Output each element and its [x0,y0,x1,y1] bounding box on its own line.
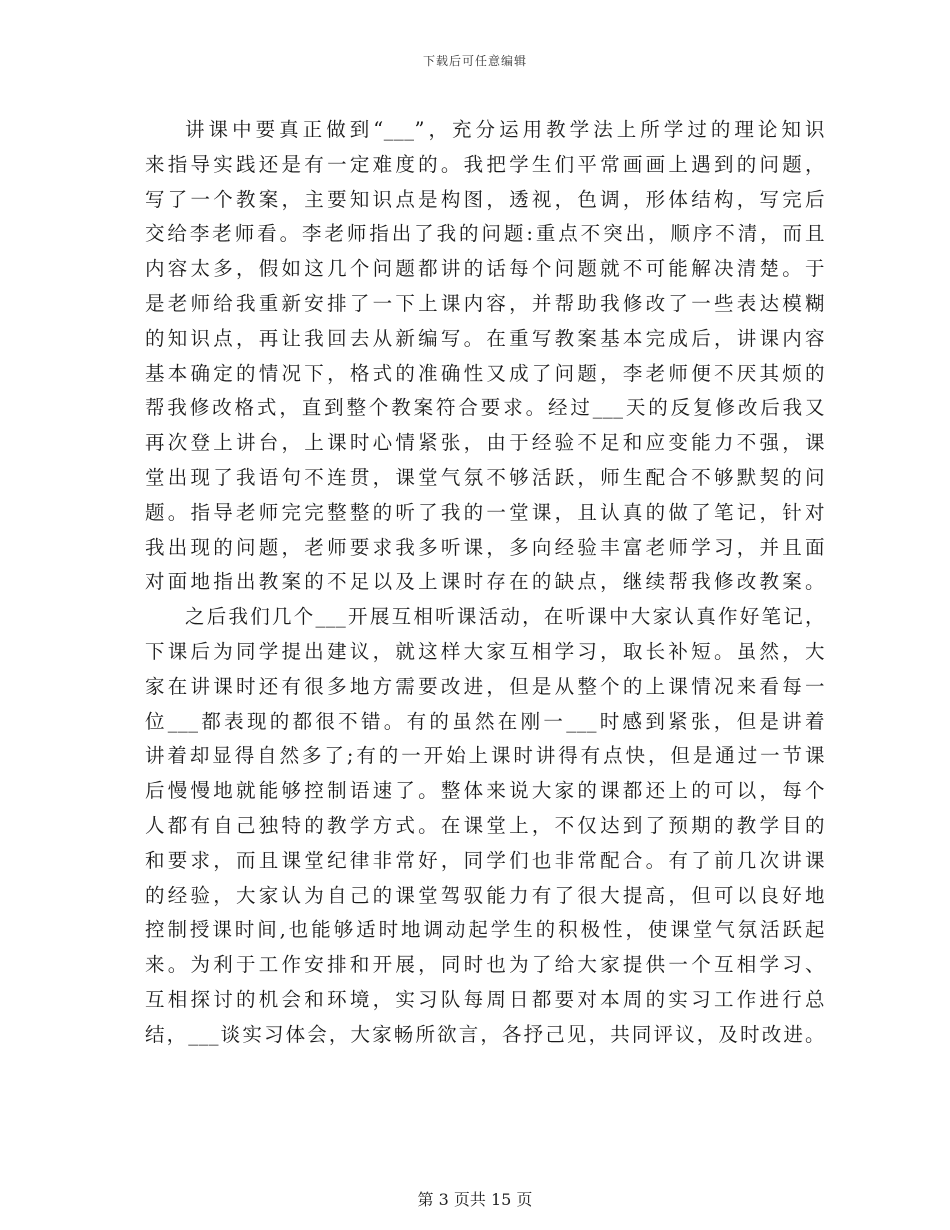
text-line: 交给李老师看。李老师指出了我的问题:重点不突出，顺序不清，而且 [145,222,825,246]
text-line: 的经验，大家认为自己的课堂驾驭能力有了很大提高，但可以良好地 [145,883,825,907]
text-line: 基本确定的情况下，格式的准确性又成了问题，李老师便不厌其烦的 [145,361,825,385]
page-number: 第 3 页共 15 页 [417,1190,533,1209]
text-line: 是老师给我重新安排了一下上课内容，并帮助我修改了一些表达模糊 [145,291,825,315]
text-line: 写了一个教案，主要知识点是构图，透视，色调，形体结构，写完后 [145,187,825,211]
text-line: 后慢慢地就能够控制语速了。整体来说大家的课都还上的可以，每个 [145,779,825,803]
text-line: 家在讲课时还有很多地方需要改进，但是从整个的上课情况来看每一 [145,674,825,698]
text-line: 和要求，而且课堂纪律非常好，同学们也非常配合。有了前几次讲课 [145,848,825,872]
text-line: 控制授课时间,也能够适时地调动起学生的积极性，使课堂气氛活跃起 [145,918,825,942]
text-line: 讲着却显得自然多了;有的一开始上课时讲得有点快，但是通过一节课 [145,744,825,768]
text-line: 题。指导老师完完整整的听了我的一堂课，且认真的做了笔记，针对 [145,500,825,524]
text-line: 人都有自己独特的教学方式。在课堂上，不仅达到了预期的教学目的 [145,813,825,837]
text-line: 再次登上讲台，上课时心情紧张，由于经验不足和应变能力不强，课 [145,431,825,455]
text-line: 帮我修改格式，直到整个教案符合要求。经过___天的反复修改后我又 [145,396,825,420]
document-body [145,113,825,1053]
text-line: 我出现的问题，老师要求我多听课，多向经验丰富老师学习，并且面 [145,535,825,559]
paragraph-2 [145,600,825,1052]
text-line: 位___都表现的都很不错。有的虽然在刚一___时感到紧张，但是讲着 [145,709,825,733]
text-line: 结，___谈实习体会，大家畅所欲言，各抒己见，共同评议，及时改进。 [145,1022,825,1046]
page-header: 下载后可任意编辑 [422,54,527,68]
text-line: 堂出现了我语句不连贯，课堂气氛不够活跃，师生配合不够默契的问 [145,465,825,489]
text-line: 来。为利于工作安排和开展，同时也为了给大家提供一个互相学习、 [145,953,825,977]
text-line: 的知识点，再让我回去从新编写。在重写教案基本完成后，讲课内容 [145,326,825,350]
text-line: 讲课中要真正做到“___”，充分运用教学法上所学过的理论知识 [185,118,825,141]
paragraph-1 [145,113,825,600]
text-line: 来指导实践还是有一定难度的。我把学生们平常画画上遇到的问题， [145,152,825,176]
text-line: 对面地指出教案的不足以及上课时存在的缺点，继续帮我修改教案。 [145,570,825,594]
text-line: 互相探讨的机会和环境，实习队每周日都要对本周的实习工作进行总 [145,987,825,1011]
text-line: 之后我们几个___开展互相听课活动，在听课中大家认真作好笔记， [185,605,825,629]
text-line: 下课后为同学提出建议，就这样大家互相学习，取长补短。虽然，大 [145,639,825,663]
text-line: 内容太多，假如这几个问题都讲的话每个问题就不可能解决清楚。于 [145,257,825,281]
